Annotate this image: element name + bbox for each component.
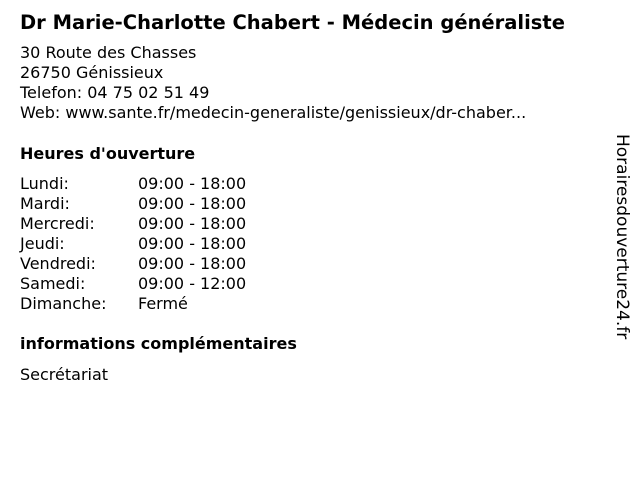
address-block <box>20 43 526 123</box>
hours-heading: Heures d'ouverture <box>20 144 196 163</box>
watermark-text: Horairesdouverture24.fr <box>612 134 632 340</box>
day-label: Mardi: <box>20 194 70 213</box>
page-title: Dr Marie-Charlotte Chabert - Médecin généraliste <box>20 11 565 34</box>
time-value: 09:00 - 18:00 <box>138 234 247 253</box>
time-value: 09:00 - 12:00 <box>138 274 247 293</box>
day-label: Jeudi: <box>20 234 65 253</box>
address-city: 26750 Génissieux <box>20 63 164 82</box>
time-value: 09:00 - 18:00 <box>138 174 247 193</box>
day-label: Vendredi: <box>20 254 96 273</box>
time-value: 09:00 - 18:00 <box>138 254 247 273</box>
time-value: 09:00 - 18:00 <box>138 194 247 213</box>
day-label: Mercredi: <box>20 214 95 233</box>
info-text: Secrétariat <box>20 365 109 384</box>
day-label: Dimanche: <box>20 294 107 313</box>
info-heading: informations complémentaires <box>20 334 297 353</box>
web-line: Web: www.sante.fr/medecin-generaliste/genissieux/dr-chaber... <box>20 103 527 122</box>
phone-line: Telefon: 04 75 02 51 49 <box>20 83 210 102</box>
day-label: Lundi: <box>20 174 69 193</box>
time-value: 09:00 - 18:00 <box>138 214 247 233</box>
address-street: 30 Route des Chasses <box>20 43 197 62</box>
site-watermark <box>609 134 634 346</box>
day-label: Samedi: <box>20 274 86 293</box>
time-value: Fermé <box>138 294 188 313</box>
